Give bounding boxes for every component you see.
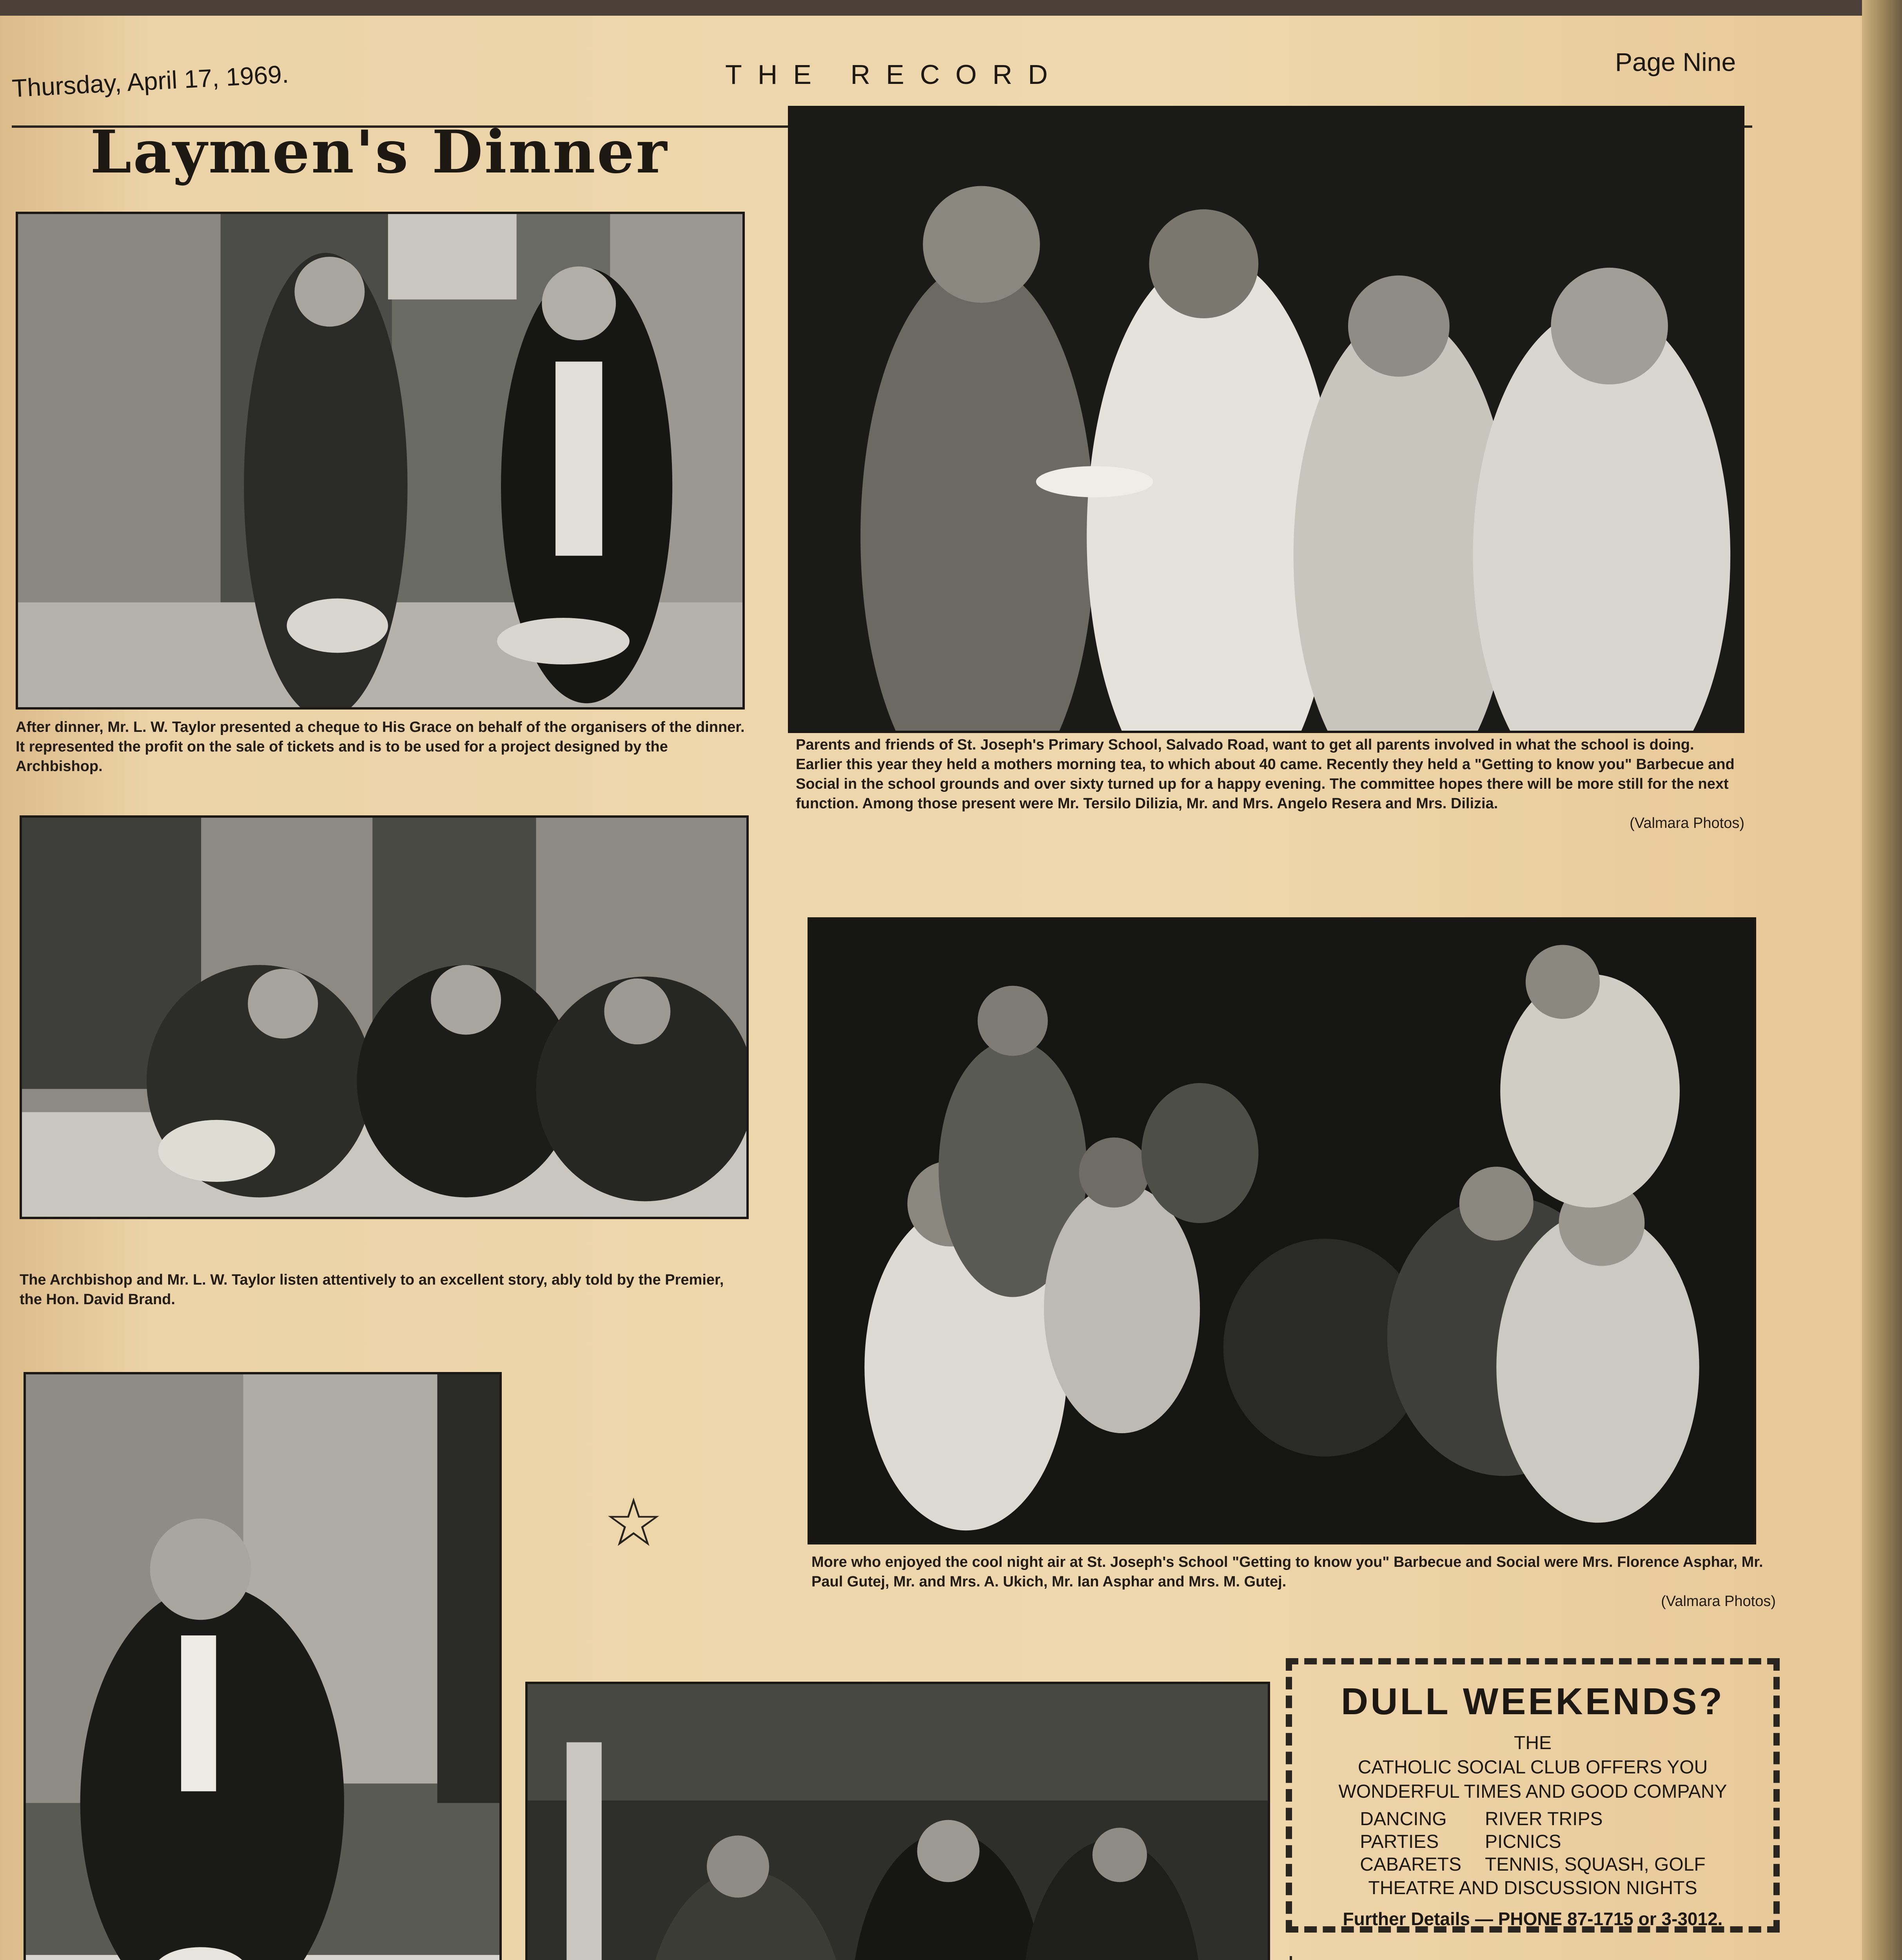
activity-item: PARTIES [1360, 1831, 1439, 1852]
caption-parents-text: Parents and friends of St. Joseph's Primary School, Salvado Road, want to get all parents involved in what the school is doing. Earlier this year they held a mothers morning tea, to which about 40 came. Recently they held a "Getting to know you" Barbecue and Social in the school grounds and over sixty turned up for a happy evening. The committee hopes there will be more still for the next function. Among those present were Mr. Tersilo Dilizia, Mr. and Mrs. Angelo Resera and Mrs. Dilizia. [796, 737, 1735, 812]
photo-night-air-social [808, 917, 1756, 1544]
scan-edge-top [0, 0, 1902, 16]
photo-governor-speaking [24, 1372, 502, 1960]
activity-item: CABARETS [1360, 1854, 1461, 1875]
ad-social-right-col [1485, 1808, 1706, 1876]
page-number: Page Nine [1615, 47, 1736, 76]
photo-piper [525, 1682, 1270, 1960]
ad-social-line2: CATHOLIC SOCIAL CLUB OFFERS YOU [1358, 1757, 1708, 1778]
ad-social-body [1292, 1731, 1773, 1804]
ad-social-title: DULL WEEKENDS? [1341, 1681, 1725, 1722]
page-headline: Laymen's Dinner [90, 118, 669, 187]
ad-social-footer: Further Details — PHONE 87-1715 or 3-3012. [1343, 1909, 1723, 1929]
ad-social-activities [1292, 1808, 1773, 1876]
star-ornament: ☆ [604, 1486, 664, 1560]
ad-social-line4: THEATRE AND DISCUSSION NIGHTS [1368, 1878, 1697, 1898]
ad-bex [1290, 1956, 1780, 1960]
photo-archbishop-taylor [20, 815, 749, 1219]
photo-credit: (Valmara Photos) [1630, 815, 1744, 831]
ad-social-club [1286, 1658, 1780, 1933]
caption-parents [796, 735, 1744, 833]
ad-social-line3: WONDERFUL TIMES AND GOOD COMPANY [1338, 1781, 1727, 1802]
caption-night-air-text: More who enjoyed the cool night air at St. Joseph's School "Getting to know you" Barbecue and Social were Mrs. Florence Asphar, Mr. Paul Gutej, Mr. and Mrs. A. Ukich, Mr. Ian Asphar and Mrs. M. Gutej. [811, 1554, 1763, 1590]
caption-cheque: After dinner, Mr. L. W. Taylor presented a cheque to His Grace on behalf of the organisers of the dinner. It represented the profit on the sale of tickets and is to be used for a project designed by the Archbishop. [16, 719, 745, 775]
activity-item: TENNIS, SQUASH, GOLF [1485, 1854, 1706, 1875]
ad-social-line1: THE [1514, 1733, 1552, 1753]
scan-edge-right [1862, 0, 1902, 1960]
issue-date: Thursday, April 17, 1969. [11, 60, 290, 103]
activity-item: DANCING [1360, 1809, 1447, 1829]
activity-item: RIVER TRIPS [1485, 1809, 1603, 1829]
paper-name: THE RECORD [725, 59, 1064, 90]
caption-night-air [811, 1552, 1776, 1611]
caption-archbishop: The Archbishop and Mr. L. W. Taylor listen attentively to an excellent story, ably told by the Premier, the Hon. David Brand. [20, 1272, 724, 1308]
activity-item: PICNICS [1485, 1831, 1561, 1852]
photo-credit-2: (Valmara Photos) [1661, 1593, 1776, 1610]
photo-parents-friends [788, 106, 1744, 733]
ad-social-left-col [1360, 1808, 1461, 1876]
photo-cheque-presentation [16, 212, 745, 710]
